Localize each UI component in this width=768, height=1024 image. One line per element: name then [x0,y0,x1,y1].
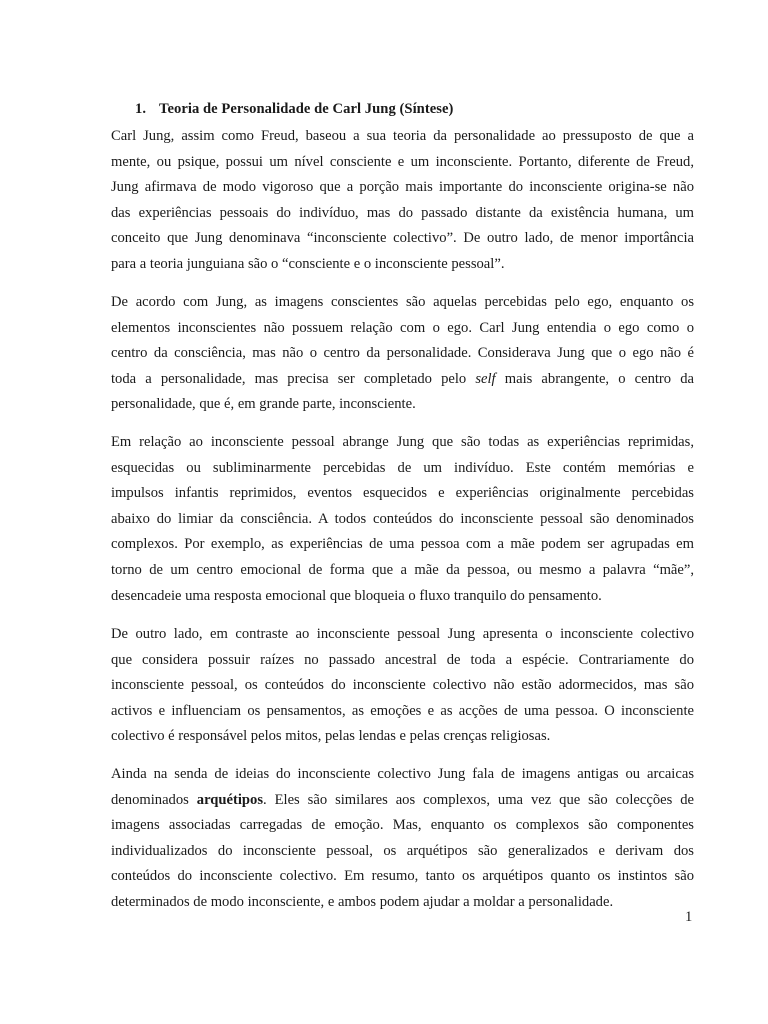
paragraph-line: De acordo com Jung, as imagens conscientes são aquelas percebidas pelo ego, enquanto os [111,294,694,310]
paragraph-5 [111,762,694,916]
paragraph-4 [111,622,694,750]
paragraph-line: mente, ou psique, possui um nível consciente e um inconsciente. Portanto, diferente de Freud, [111,153,694,170]
paragraph-line: Em relação ao inconsciente pessoal abrange Jung que são todas as experiências reprimidas, [111,434,694,450]
paragraph-line: desencadeie uma resposta emocional que bloqueia o fluxo tranquilo do pensamento. [111,587,602,604]
section-heading [135,101,453,118]
section-number: 1. [135,101,147,117]
paragraph-line: personalidade, que é, em grande parte, inconsciente. [111,396,416,413]
line-text: toda a personalidade, mas precisa ser completado pelo [111,370,467,387]
italic-term: self [475,370,496,387]
paragraph-line: impulsos infantis reprimidos, eventos esquecidos e experiências originalmente percebidas [111,485,694,502]
paragraph-line: colectivo é responsável pelos mitos, pelas lendas e pelas crenças religiosas. [111,728,551,745]
line-text: mais abrangente, o centro da [504,370,694,387]
paragraph-line: Ainda na senda de ideias do inconsciente colectivo Jung fala de imagens antigas ou arcaicas [111,766,694,782]
paragraph-line: determinados de modo inconsciente, e ambos podem ajudar a moldar a personalidade. [111,893,614,910]
paragraph-3 [111,430,694,609]
paragraph-line: que considera possuir raízes no passado ancestral de toda a espécie. Contrariamente do [111,651,694,668]
line-text: denominados [111,791,189,808]
paragraph-2 [111,290,694,418]
paragraph-line: conteúdos do inconsciente colectivo. Em resumo, tanto os arquétipos quanto os instintos são [111,868,694,885]
paragraph-line: imagens associadas carregadas de emoção. Mas, enquanto os complexos são componentes [111,817,694,834]
paragraph-line-mixed [111,788,694,814]
paragraph-1 [111,124,694,278]
paragraph-line: individualizados do inconsciente pessoal, os arquétipos são generalizados e derivam dos [111,842,694,859]
line-text: . Eles são similares aos complexos, uma vez que são colecções de [263,791,694,808]
section-title: Teoria de Personalidade de Carl Jung (Síntese) [159,101,454,117]
paragraph-line: torno de um centro emocional de forma que a mãe da pessoa, ou mesmo a palavra “mãe”, [111,561,694,578]
paragraph-line: complexos. Por exemplo, as experiências de uma pessoa com a mãe podem ser agrupadas em [111,536,694,553]
paragraph-line: activos e influenciam os pensamentos, as emoções e as acções de uma pessoa. O inconsciente [111,702,694,719]
paragraph-line: para a teoria junguiana são o “consciente e o inconsciente pessoal”. [111,255,505,272]
page-number: 1 [685,909,693,925]
paragraph-line: abaixo do limiar da consciência. A todos conteúdos do inconsciente pessoal são denominados [111,510,694,527]
paragraph-line: centro da consciência, mas não o centro da personalidade. Considerava Jung que o ego não é [111,345,694,362]
paragraph-line: inconsciente pessoal, os conteúdos do inconsciente colectivo não estão adormecidos, mas são [111,677,694,694]
bold-term: arquétipos [196,791,264,808]
paragraph-line: De outro lado, em contraste ao inconsciente pessoal Jung apresenta o inconsciente colectivo [111,626,694,642]
paragraph-line: elementos inconscientes não possuem relação com o ego. Carl Jung entendia o ego como o [111,319,694,336]
paragraph-line-mixed [111,367,694,393]
paragraph-line: Carl Jung, assim como Freud, baseou a sua teoria da personalidade ao pressuposto de que a [111,128,694,144]
paragraph-line: das experiências pessoais do indivíduo, mas do passado distante da existência humana, um [111,204,694,221]
paragraph-line: Jung afirmava de modo vigoroso que a porção mais importante do inconsciente origina-se não [111,179,694,196]
paragraph-line: conceito que Jung denominava “inconsciente colectivo”. De outro lado, de menor importância [111,230,694,247]
paragraph-line: esquecidas ou subliminarmente percebidas de um indivíduo. Este contém memórias e [111,459,694,476]
